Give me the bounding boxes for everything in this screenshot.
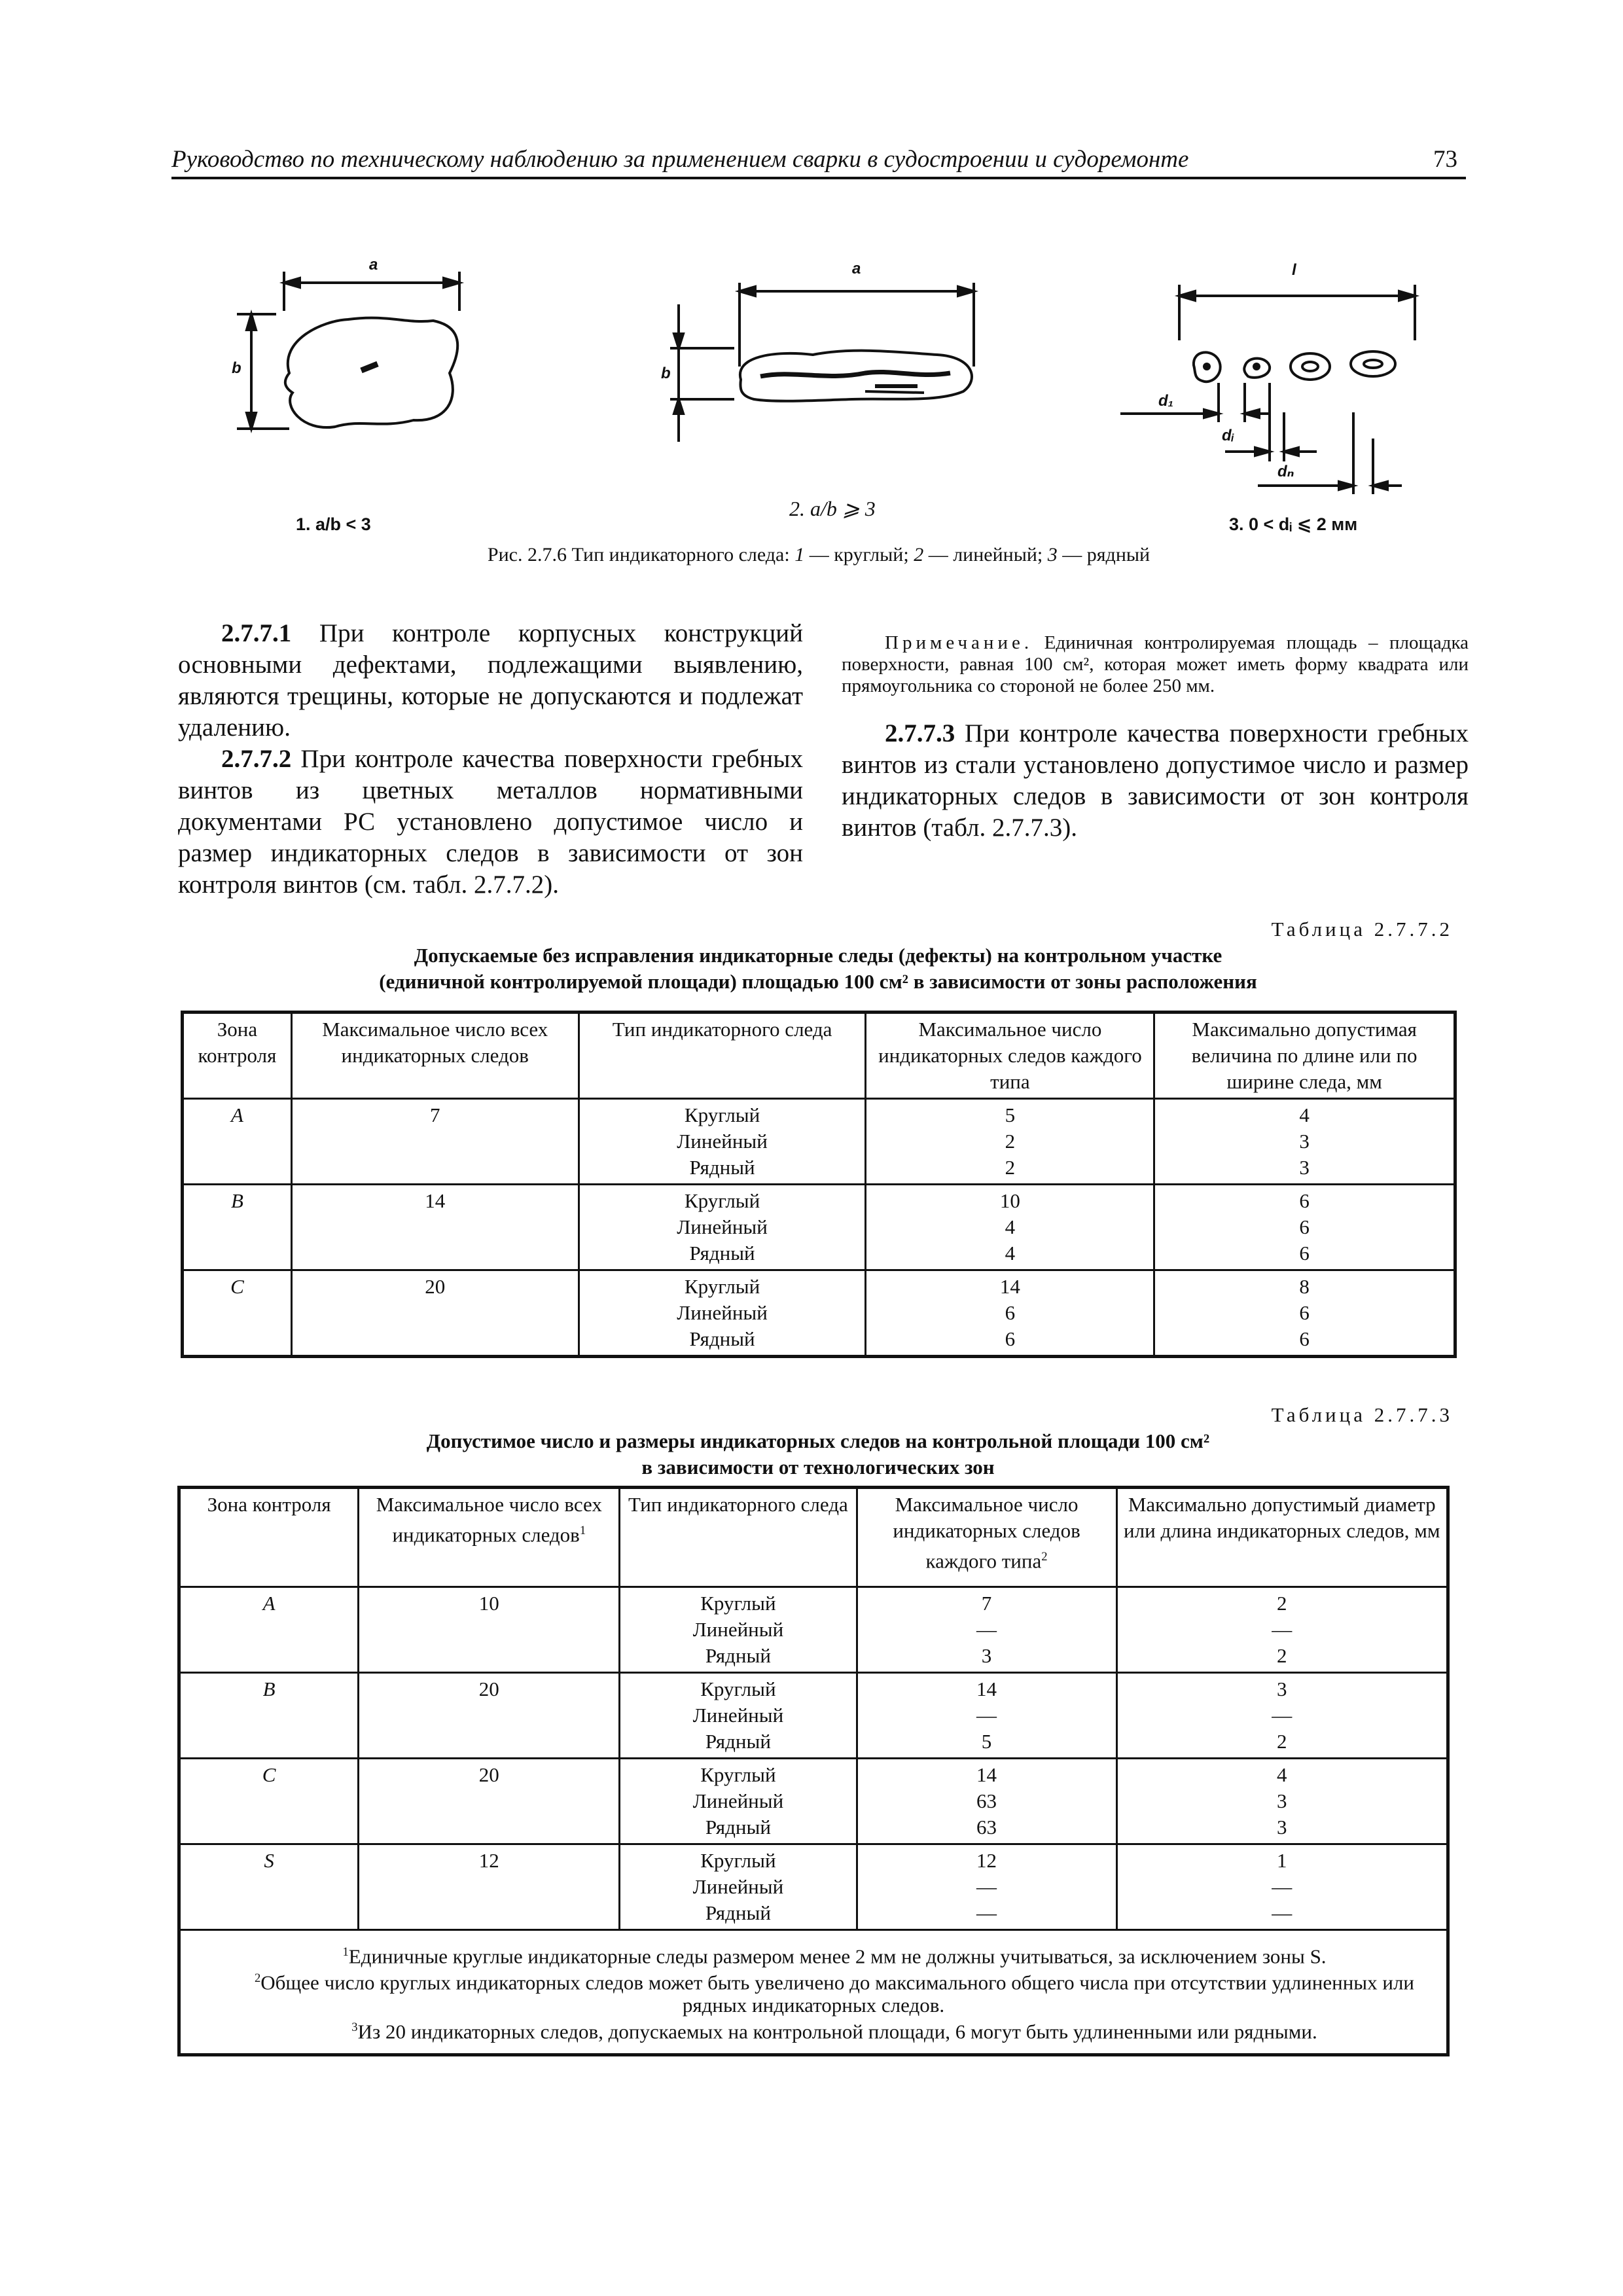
text-column-right: [842, 632, 1469, 844]
header-total: Максимальное число всех индикаторных следов: [291, 1013, 579, 1099]
cell-size-line: —: [1272, 1618, 1293, 1641]
note: Примечание. Единичная контролируемая площадь – площадка поверхности, равная 100 см², которая может иметь форму квадрата или прямоугольника со стороной не более 250 мм.: [842, 632, 1469, 696]
cell-total: 7: [291, 1099, 579, 1185]
cell-zone: C: [179, 1759, 359, 1844]
table-2-7-7-2-label: Таблица 2.7.7.2: [1271, 918, 1453, 941]
cell-count-line: 6: [1005, 1327, 1016, 1350]
figure-round-trace: [237, 272, 459, 429]
cell-count-line: —: [976, 1704, 997, 1727]
figure-row-trace: [1120, 285, 1415, 494]
cell-count-line: 63: [976, 1789, 997, 1812]
header-size: Максимально допустимый диаметр или длина индикаторных следов, мм: [1116, 1488, 1448, 1587]
cell-type: [620, 1844, 857, 1930]
table-footnotes: [179, 1930, 1448, 2055]
cell-total: 12: [359, 1844, 620, 1930]
cell-count-line: 10: [999, 1189, 1020, 1212]
fig3-label-d1: d₁: [1158, 392, 1174, 410]
fig3-label-di: dᵢ: [1222, 427, 1234, 444]
cell-size-line: 2: [1277, 1644, 1287, 1667]
cell-count-line: 4: [1005, 1215, 1016, 1238]
cell-count-line: 5: [981, 1730, 992, 1753]
cell-type-line: Рядный: [689, 1156, 755, 1179]
cell-size-line: 4: [1277, 1763, 1287, 1786]
fig3-subcaption: 3. 0 < dᵢ ⩽ 2 мм: [1229, 514, 1358, 534]
cell-count-line: 2: [1005, 1156, 1016, 1179]
cell-type-line: Рядный: [689, 1242, 755, 1265]
fig3-label-l: l: [1292, 261, 1296, 279]
header-count: Максимальное число индикаторных следов каждого типа: [866, 1013, 1154, 1099]
table-2-7-7-3: [177, 1486, 1450, 2056]
table-2-7-7-3-title: Допустимое число и размеры индикаторных следов на контрольной площади 100 см² в зависимости от технологических зон: [426, 1429, 1210, 1479]
cell-type-line: Линейный: [677, 1215, 768, 1238]
fig3-label-dn: dₙ: [1277, 463, 1294, 480]
figure-linear-trace: [670, 283, 974, 442]
cell-size-line: 3: [1277, 1677, 1287, 1700]
cell-type: [579, 1099, 866, 1185]
cell-type-line: Круглый: [700, 1849, 776, 1872]
table-header-row: [179, 1488, 1448, 1587]
cell-type-line: Рядный: [705, 1644, 771, 1667]
cell-type-line: Круглый: [684, 1275, 760, 1298]
header-zone: Зона контроля: [179, 1488, 359, 1587]
header-type: Тип индикаторного следа: [579, 1013, 866, 1099]
cell-type: [579, 1270, 866, 1357]
cell-type-line: Круглый: [684, 1103, 760, 1126]
table-2-7-7-3-label: Таблица 2.7.7.3: [1271, 1403, 1453, 1426]
page-number: 73: [1433, 146, 1457, 173]
cell-zone: S: [179, 1844, 359, 1930]
footnote: $^1$Единичные круглые индикаторные следы размером менее 2 мм не должны учитываться, за исключением зоны S.: [342, 1945, 1327, 1968]
cell-count: [857, 1759, 1116, 1844]
cell-count: [857, 1587, 1116, 1673]
cell-type-line: Линейный: [677, 1130, 768, 1153]
cell-type-line: Линейный: [677, 1301, 768, 1324]
cell-count: [866, 1185, 1154, 1270]
figure-indicator-traces: [171, 242, 1466, 550]
header-zone: Зона контроля: [183, 1013, 292, 1099]
running-header-title: Руководство по техническому наблюдению за применением сварки в судостроении и судоремонте: [171, 146, 1189, 173]
cell-size: [1116, 1587, 1448, 1673]
cell-count: [866, 1270, 1154, 1357]
cell-size: [1116, 1673, 1448, 1759]
cell-size-line: 8: [1299, 1275, 1310, 1298]
cell-size: [1154, 1270, 1455, 1357]
cell-size-line: 6: [1299, 1242, 1310, 1265]
table-2-7-7-2: [181, 1011, 1457, 1358]
cell-count-line: 7: [981, 1592, 992, 1615]
header-type: Тип индикаторного следа: [620, 1488, 857, 1587]
cell-count: [857, 1844, 1116, 1930]
table-row: [183, 1099, 1455, 1185]
cell-type-line: Рядный: [705, 1901, 771, 1924]
paragraph-2-7-7-1: 2.7.7.1 При контроле корпусных конструкций основными дефектами, подлежащими выявлению, являются трещины, которые не допускаются и подлежат удалению.: [178, 619, 803, 742]
cell-zone: A: [179, 1587, 359, 1673]
header-size: Максимально допустимая величина по длине или по ширине следа, мм: [1154, 1013, 1455, 1099]
cell-count-line: —: [976, 1875, 997, 1898]
cell-size-line: 3: [1299, 1130, 1310, 1153]
cell-size-line: 6: [1299, 1327, 1310, 1350]
cell-type-line: Рядный: [705, 1730, 771, 1753]
fig2-subcaption: 2. a/b ⩾ 3: [789, 497, 876, 520]
cell-count-line: 14: [999, 1275, 1020, 1298]
cell-size: [1154, 1099, 1455, 1185]
table-row: [183, 1270, 1455, 1357]
cell-size-line: 6: [1299, 1189, 1310, 1212]
figure-caption: Рис. 2.7.6 Тип индикаторного следа: 1 — круглый; 2 — линейный; 3 — рядный: [487, 544, 1150, 565]
cell-zone: C: [183, 1270, 292, 1357]
cell-type-line: Линейный: [692, 1618, 784, 1641]
table-2-7-7-2-title: Допускаемые без исправления индикаторные следы (дефекты) на контрольном участке (единичной контролируемой площади) площадью 100 см² в зависимости от зоны расположения: [379, 944, 1257, 993]
cell-size-line: 6: [1299, 1215, 1310, 1238]
cell-size-line: 3: [1277, 1816, 1287, 1839]
cell-count: [866, 1099, 1154, 1185]
cell-zone: B: [179, 1673, 359, 1759]
cell-count-line: 6: [1005, 1301, 1016, 1324]
cell-size-line: 3: [1277, 1789, 1287, 1812]
fig1-subcaption: 1. a/b < 3: [296, 514, 371, 534]
cell-size-line: 3: [1299, 1156, 1310, 1179]
cell-type-line: Линейный: [692, 1875, 784, 1898]
header-count: Максимальное число индикаторных следов каждого типа$^2$: [857, 1488, 1116, 1587]
cell-size-line: 2: [1277, 1730, 1287, 1753]
cell-size-line: 6: [1299, 1301, 1310, 1324]
cell-type-line: Круглый: [700, 1763, 776, 1786]
cell-size: [1154, 1185, 1455, 1270]
footnote: $^3$Из 20 индикаторных следов, допускаемых на контрольной площади, 6 могут быть удлиненными или рядными.: [351, 2019, 1317, 2043]
cell-total: 20: [291, 1270, 579, 1357]
cell-count-line: 2: [1005, 1130, 1016, 1153]
cell-type-line: Круглый: [700, 1677, 776, 1700]
cell-size-line: 2: [1277, 1592, 1287, 1615]
cell-type-line: Круглый: [700, 1592, 776, 1615]
cell-type-line: Линейный: [692, 1704, 784, 1727]
cell-count-line: —: [976, 1901, 997, 1924]
cell-size-line: —: [1272, 1704, 1293, 1727]
fig2-label-a: a: [852, 260, 861, 278]
cell-total: 20: [359, 1673, 620, 1759]
cell-count-line: 12: [976, 1849, 997, 1872]
cell-total: 20: [359, 1759, 620, 1844]
cell-count-line: 5: [1005, 1103, 1016, 1126]
cell-type-line: Рядный: [689, 1327, 755, 1350]
cell-total: 14: [291, 1185, 579, 1270]
fig2-label-b: b: [661, 365, 671, 382]
cell-type: [579, 1185, 866, 1270]
table-row: [179, 1673, 1448, 1759]
cell-count-line: 4: [1005, 1242, 1016, 1265]
fig1-label-a: a: [369, 256, 378, 274]
cell-type: [620, 1587, 857, 1673]
cell-count-line: —: [976, 1618, 997, 1641]
table-header-row: [183, 1013, 1455, 1099]
table-row: [179, 1844, 1448, 1930]
cell-count-line: 14: [976, 1763, 997, 1786]
cell-type: [620, 1673, 857, 1759]
footnote: $^2$Общее число круглых индикаторных следов может быть увеличено до максимального общего числа при отсутствии удлиненных или рядных индикаторных следов.: [254, 1971, 1415, 2017]
cell-size-line: 4: [1299, 1103, 1310, 1126]
paragraph-2-7-7-2: 2.7.7.2 При контроле качества поверхности гребных винтов из цветных металлов нормативными документами РС установлено допустимое число и размер индикаторных следов в зависимости от зон контроля винтов (см. табл. 2.7.7.2).: [178, 745, 803, 899]
cell-size-line: —: [1272, 1875, 1293, 1898]
cell-type-line: Линейный: [692, 1789, 784, 1812]
fig1-label-b: b: [232, 359, 241, 377]
cell-type: [620, 1759, 857, 1844]
paragraph-2-7-7-3: 2.7.7.3 При контроле качества поверхности гребных винтов из стали установлено допустимое число и размер индикаторных следов в зависимости от зон контроля винтов (табл. 2.7.7.3).: [842, 719, 1469, 842]
cell-count-line: 14: [976, 1677, 997, 1700]
cell-count-line: 63: [976, 1816, 997, 1839]
cell-size: [1116, 1759, 1448, 1844]
cell-size: [1116, 1844, 1448, 1930]
cell-size-line: 1: [1277, 1849, 1287, 1872]
cell-type-line: Рядный: [705, 1816, 771, 1839]
cell-zone: A: [183, 1099, 292, 1185]
cell-type-line: Круглый: [684, 1189, 760, 1212]
header-total: Максимальное число всех индикаторных следов$^1$: [359, 1488, 620, 1587]
cell-size-line: —: [1272, 1901, 1293, 1924]
text-column-left: [178, 618, 803, 901]
table-row: [183, 1185, 1455, 1270]
cell-zone: B: [183, 1185, 292, 1270]
cell-total: 10: [359, 1587, 620, 1673]
cell-count: [857, 1673, 1116, 1759]
footnotes-row: [179, 1930, 1448, 2055]
cell-count-line: 3: [981, 1644, 992, 1667]
header-rule: [171, 177, 1466, 179]
table-row: [179, 1759, 1448, 1844]
table-row: [179, 1587, 1448, 1673]
